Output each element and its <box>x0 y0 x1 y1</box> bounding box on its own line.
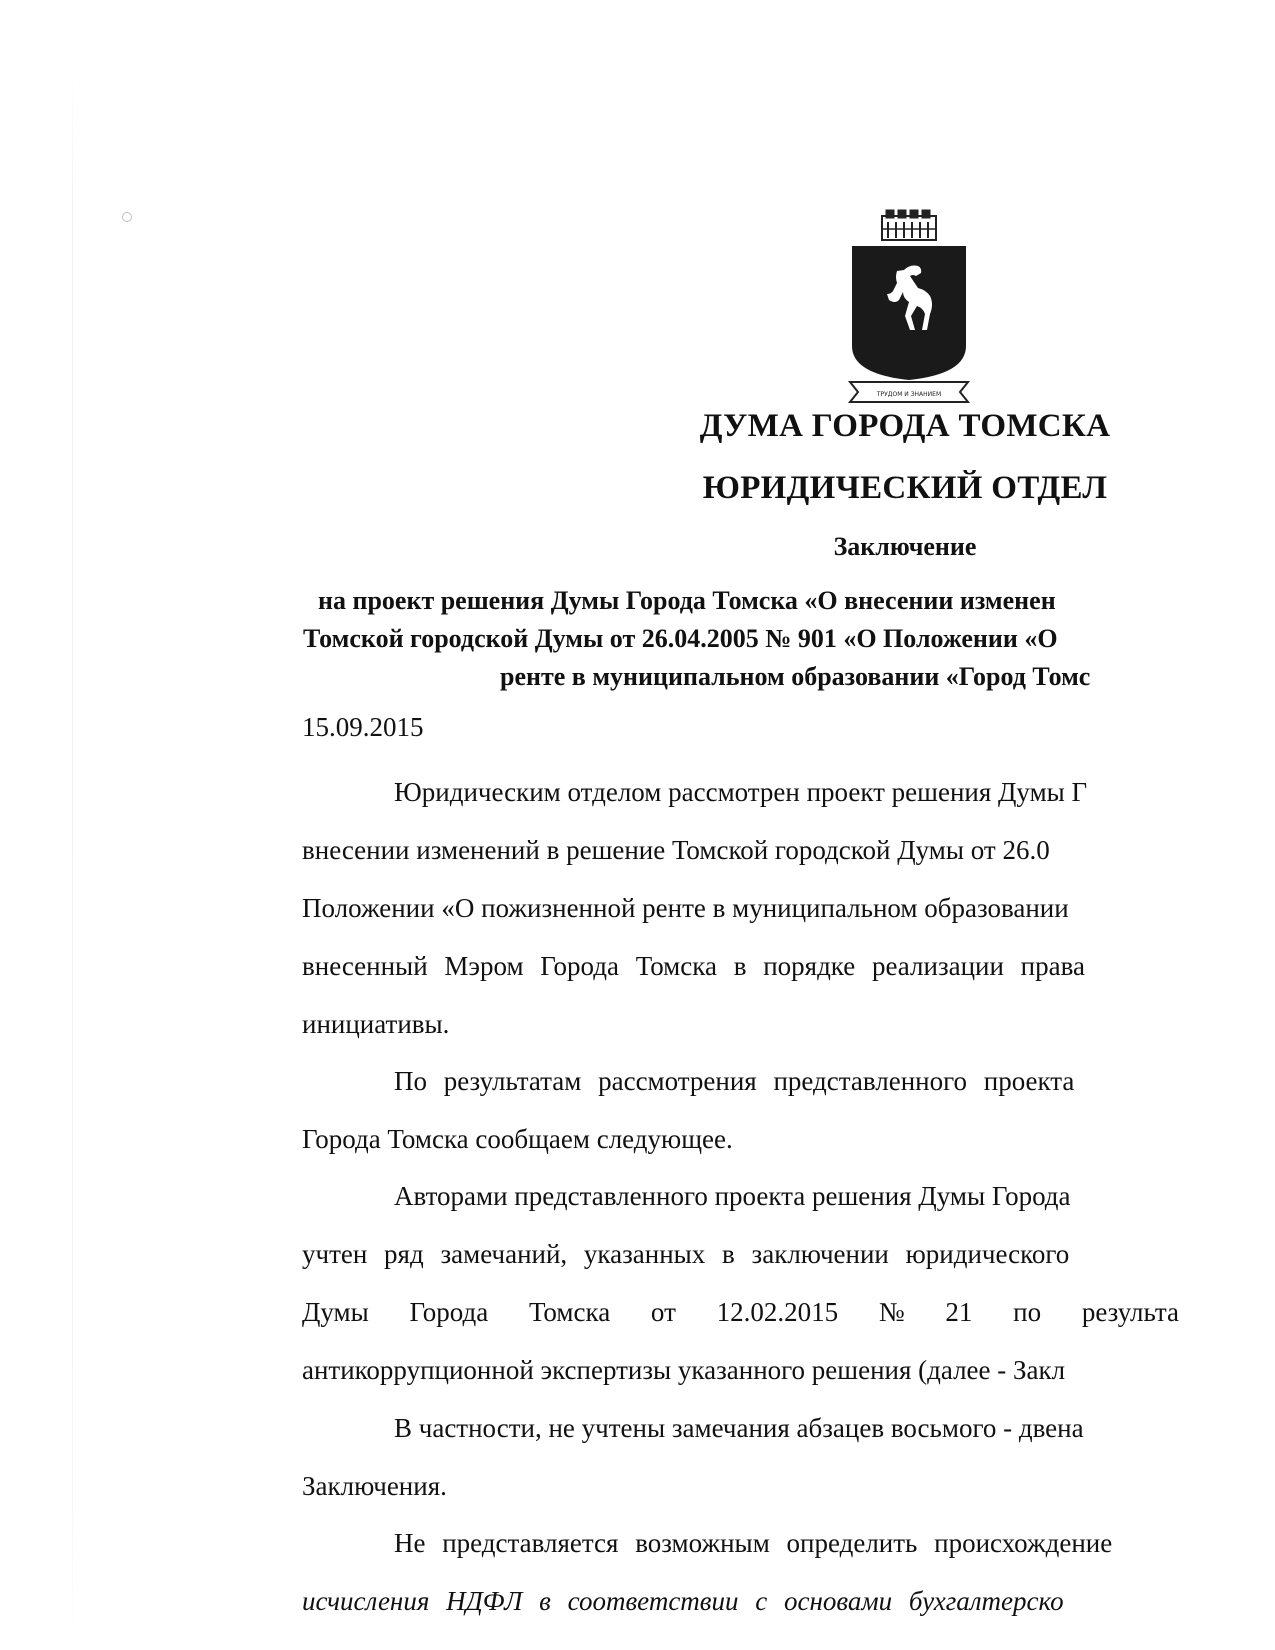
subject-line: Томской городской Думы от 26.04.2005 № 901 «О Положении «О <box>303 624 1058 653</box>
subject-line: ренте в муниципальном образовании «Город Томс <box>500 662 1091 691</box>
department-name: ЮРИДИЧЕСКИЙ ОТДЕЛ <box>702 470 1108 506</box>
paragraph-line: Города Томска сообщаем следующее. <box>302 1124 733 1154</box>
paragraph-line: Положении «О пожизненной ренте в муниципальном образовании <box>302 893 1069 923</box>
document-subject <box>300 582 1275 696</box>
organization-name: ДУМА ГОРОДА ТОМСКА <box>699 408 1111 444</box>
subject-line: на проект решения Думы Города Томска «О внесении изменен <box>318 586 1056 615</box>
paragraph-line: антикоррупционной экспертизы указанного решения (далее - Закл <box>302 1355 1066 1385</box>
document-date: 15.09.2015 <box>302 712 424 742</box>
paragraph-line: инициативы. <box>302 1009 450 1039</box>
scan-punch-mark <box>122 212 132 222</box>
tomsk-coat-of-arms-emblem <box>846 208 972 408</box>
paragraph-line: В частности, не учтены замечания абзацев восьмого - двена <box>394 1413 1084 1443</box>
paragraph <box>302 1052 1074 1168</box>
paragraph <box>302 1167 1179 1399</box>
paragraph-line: Юридическим отделом рассмотрен проект решения Думы Г <box>394 777 1088 807</box>
document-type-title: Заключение <box>833 532 977 561</box>
motto-text: ТРУДОМ И ЗНАНИЕМ <box>876 391 942 398</box>
paragraph <box>302 1399 1084 1515</box>
crown-icon <box>882 210 936 240</box>
paragraph <box>302 763 1087 1053</box>
paragraph-line: Думы Города Томска от 12.02.2015 № 21 по результа <box>302 1297 1179 1327</box>
paragraph-line: исчисления НДФЛ в соответствии с основами бухгалтерско <box>302 1586 1064 1616</box>
paragraph <box>302 1514 1112 1630</box>
paragraph-line: Заключения. <box>302 1471 447 1501</box>
paragraph-line: Авторами представленного проекта решения Думы Города <box>394 1181 1071 1211</box>
paragraph-line: Не представляется возможным определить происхождение <box>394 1528 1113 1558</box>
scan-edge <box>72 70 73 1650</box>
paragraph-line: учтен ряд замечаний, указанных в заключении юридического <box>302 1239 1070 1269</box>
paragraph-line: По результатам рассмотрения представленного проекта <box>394 1066 1075 1096</box>
paragraph-line: внесении изменений в решение Томской городской Думы от 26.0 <box>302 835 1050 865</box>
paragraph-line: внесенный Мэром Города Томска в порядке реализации права <box>302 951 1085 981</box>
